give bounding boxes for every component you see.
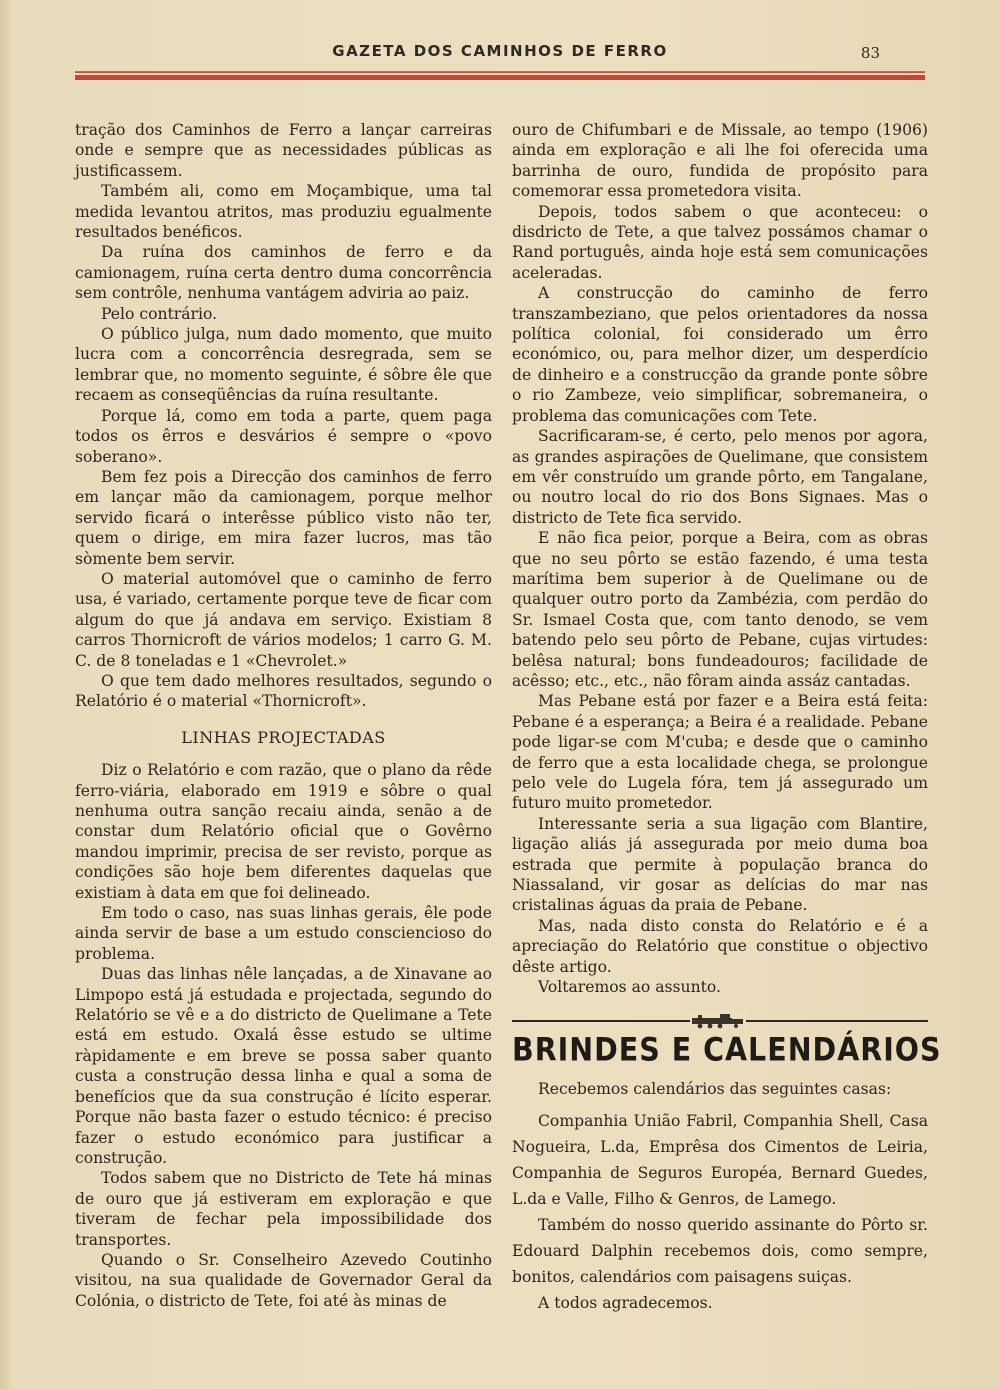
brindes-section [512,1076,928,1316]
section-divider [512,1011,928,1029]
paragraph: Em todo o caso, nas suas linhas gerais, êle pode ainda servir de base a um estudo consciencioso do problema. [75,904,492,963]
paragraph: A todos agradecemos. [538,1293,713,1312]
paragraph: A construcção do caminho de ferro transzambeziano, que pelos orientadores da nossa política colonial, foi considerado um êrro económico, ou, para melhor dizer, um desperdício de dinheiro e a construcção da grande ponte sôbre o rio Zambeze, veio simplificar, sobremaneira, o problema das comunicações com Tete. [512,284,928,425]
paragraph: Interessante seria a sua ligação com Blantire, ligação aliás já assegurada por meio duma boa estrada que permite à população branca do Niassaland, vir gosar as delícias do mar nas cristalinas águas da praia de Pebane. [512,814,928,915]
paragraph: Recebemos calendários das seguintes casas: [538,1079,892,1098]
paragraph: Bem fez pois a Direcção dos caminhos de ferro em lançar mão da camionagem, porque melhor servido ficará o interêsse público visto não ter, quem o dirige, em mira fazer lucros, mas tão sòmente bem servir. [75,467,492,568]
paragraph: Diz o Relatório e com razão, que o plano da rêde ferro-viária, elaborado em 1919 e sôbre o qual nenhuma outra sanção recaiu ainda, senão a de constar dum Relatório oficial que o Govêrno mandou imprimir, precisa de ser revisto, porque as condições são hoje bem diferentes daquelas que existiam à data em que foi delineado. [75,761,492,902]
paragraph: Companhia União Fabril, Companhia Shell, Casa Nogueira, L.da, Emprêsa dos Cimentos de Leiria, Companhia de Seguros Européa, Bernard Guedes, L.da e Valle, Filho & Genros, de Lamego. [512,1111,928,1208]
paragraph: Todos sabem que no Districto de Tete há minas de ouro que já estiveram em exploração e que tiveram de fechar pela impossibilidade dos transportes. [75,1169,492,1249]
paragraph: Duas das linhas nêle lançadas, a de Xinavane ao Limpopo está já estudada e projectada, segundo do Relatório se vê e a do districto de Quelimane a Tete está em estudo. Oxalá êsse estudo se ultime ràpidamente e em breve se possa saber quanto custa a construção dessa linha e qual a soma de benefícios que da sua construção é lícito esperar. Porque não basta fazer o estudo técnico: é preciso fazer o estudo económico para justificar a construção. [75,965,492,1167]
paragraph: O que tem dado melhores resultados, segundo o Relatório é o material «Thornicroft». [75,671,492,711]
left-column [75,120,492,1311]
paragraph: E não fica peior, porque a Beira, com as obras que no seu pôrto se estão fazendo, é uma testa marítima bem superior à de Quelimane ou de qualquer outro porto da Zambézia, com perdão do Sr. Ismael Costa que, com tanto denodo, se vem batendo pelo seu pôrto de Pebane, cujas virtudes: belêsa natural; bons fundeadouros; facilidade de acêsso; etc., etc., não fôram ainda assáz cantadas. [512,529,928,690]
paragraph: ouro de Chifumbari e de Missale, ao tempo (1906) ainda em exploração e ali lhe foi oferecida uma barrinha de ouro, fundida de propósito para comemorar essa prometedora visita. [512,121,928,201]
header-rule [75,71,925,80]
paragraph: Mas, nada disto consta do Relatório e é a apreciação do Relatório que constitue o objectivo dêste artigo. [512,916,928,976]
paragraph: tração dos Caminhos de Ferro a lançar carreiras onde e sempre que as necessidades públicas as justificassem. [75,121,492,180]
paragraph: Voltaremos ao assunto. [538,978,721,997]
paragraph: Da ruína dos caminhos de ferro e da camionagem, ruína certa dentro duma concorrência sem contrôle, nenhuma vantágem adviria ao paiz. [75,243,492,303]
paragraph: Também do nosso querido assinante do Pôrto sr. Edouard Dalphin recebemos dois, como sempre, bonitos, calendários com paisagens suiças. [512,1215,928,1286]
paragraph: Mas Pebane está por fazer e a Beira está feita: Pebane é a esperança; a Beira é a realidade. Pebane pode ligar-se com M'cuba; e desde que o caminho de ferro que a esta localidade chega, se prolongue pelo vele do Lugela fóra, tem já assegurado um futuro muito prometedor. [512,692,928,813]
locomotive-icon [690,1011,746,1029]
publication-title: GAZETA DOS CAMINHOS DE FERRO [332,42,668,60]
paragraph: O material automóvel que o caminho de ferro usa, é variado, certamente porque teve de ficar com algum do que já andava em serviço. Existiam 8 carros Thornicroft de vários modelos; 1 carro G. M. C. de 8 toneladas e 1 «Chevrolet.» [75,569,492,670]
section-heading: LINHAS PROJECTADAS [181,727,386,747]
paragraph: Também ali, como em Moçambique, uma tal medida levantou atritos, mas produziu egualmente resultados benéficos. [75,182,492,242]
paragraph: Quando o Sr. Conselheiro Azevedo Coutinho visitou, na sua qualidade de Governador Geral da Colónia, o districto de Tete, foi até às minas de [75,1250,492,1310]
paragraph: Pelo contrário. [101,304,218,323]
section-heading-brindes: BRINDES E CALENDÁRIOS [512,1031,942,1069]
paragraph: O público julga, num dado momento, que muito lucra com a concorrência desregrada, sem se lembrar que, no momento seguinte, é sôbre êle que recaem as conseqüências da ruína resultante. [75,325,492,405]
paragraph: Depois, todos sabem o que aconteceu: o disdricto de Tete, a que talvez possámos chamar o Rand português, ainda hoje está sem comunicações aceleradas. [512,202,928,282]
page-header [75,40,925,66]
paragraph: Sacrificaram-se, é certo, pelo menos por agora, as grandes aspirações de Quelimane, que consistem em vêr construído um grande pôrto, em Tangalane, ou noutro local do rio dos Bons Signaes. Mas o districto de Tete fica servido. [512,427,928,527]
paragraph: Porque lá, como em toda a parte, quem paga todos os êrros e desvários é sempre o «povo soberano». [75,406,492,466]
right-column [512,120,942,1316]
page-number: 83 [860,44,880,62]
